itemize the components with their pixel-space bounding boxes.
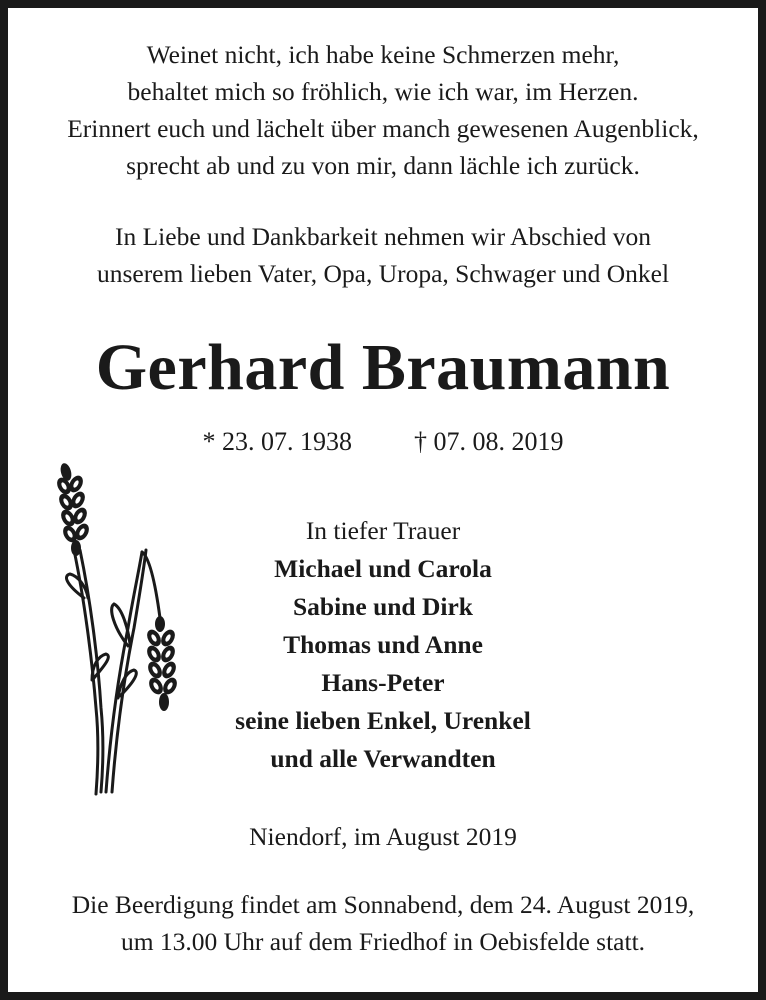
mourner-name: seine lieben Enkel, Urenkel <box>235 706 531 735</box>
place-date: Niendorf, im August 2019 <box>249 822 517 851</box>
funeral-line: um 13.00 Uhr auf dem Friedhof in Oebisfelde statt. <box>120 927 646 956</box>
mourners-heading: In tiefer Trauer <box>305 516 461 545</box>
farewell-intro <box>8 218 758 292</box>
birth-date: * 23. 07. 1938 <box>202 427 352 456</box>
mourner-name: Sabine und Dirk <box>293 592 473 621</box>
poem-line: sprecht ab und zu von mir, dann lächle ich zurück. <box>126 151 640 180</box>
intro-line: In Liebe und Dankbarkeit nehmen wir Abschied von <box>114 222 652 251</box>
mourners-list <box>8 512 758 778</box>
poem-line: Erinnert euch und lächelt über manch gewesenen Augenblick, <box>67 114 699 143</box>
life-dates <box>8 424 758 460</box>
poem <box>8 36 758 184</box>
mourner-name: Hans-Peter <box>321 668 445 697</box>
mourner-name: Thomas und Anne <box>283 630 483 659</box>
deceased-name: Gerhard Braumann <box>95 331 671 404</box>
poem-line: behaltet mich so fröhlich, wie ich war, im Herzen. <box>127 77 639 106</box>
mourner-name: und alle Verwandten <box>270 744 496 773</box>
intro-line: unserem lieben Vater, Opa, Uropa, Schwager und Onkel <box>96 259 670 288</box>
death-date: † 07. 08. 2019 <box>414 427 564 456</box>
poem-line: Weinet nicht, ich habe keine Schmerzen mehr, <box>146 40 620 69</box>
funeral-line: Die Beerdigung findet am Sonnabend, dem 24. August 2019, <box>71 890 695 919</box>
mourner-name: Michael und Carola <box>274 554 492 583</box>
funeral-notice <box>8 886 758 960</box>
